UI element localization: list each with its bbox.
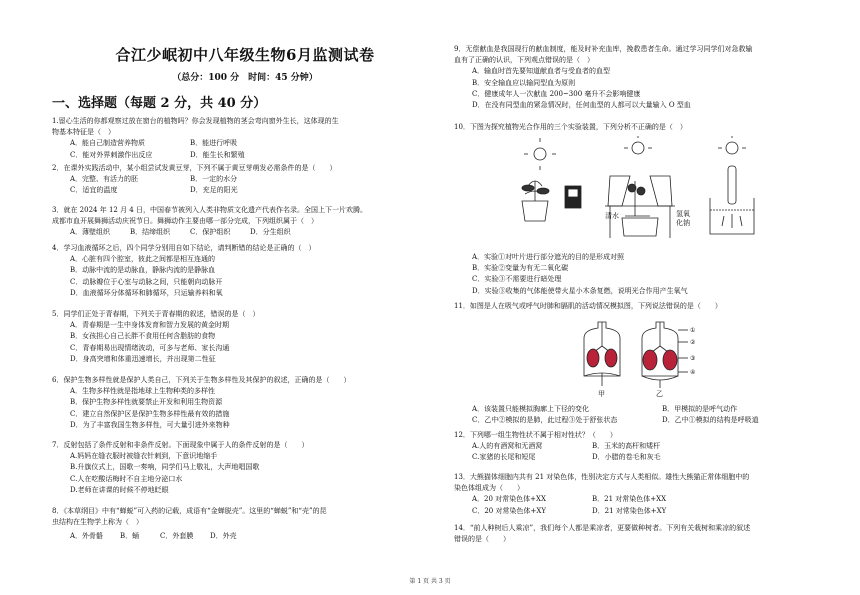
option: A．薄壁组织: [70, 228, 111, 237]
question-text: 14．“前人种树后人乘凉”，我们每个人都是乘凉者，更要做种树者。下列有关栽树和乘凉的叙述: [454, 524, 751, 532]
option: B．动脉中流的是动脉血，静脉内流的是静脉血: [70, 266, 216, 275]
question-text: 13．大熊猫体细胞内共有 21 对染色体，性别决定方式与人类相似。雄性大熊猫正常体细胞中的: [454, 473, 750, 481]
figure-label-naoh-1: 氢氧: [676, 210, 690, 218]
question-text: 6．保护生物多样性就是保护人类自己，下列关于生物多样性及其保护的叙述，正确的是（ ）: [52, 376, 351, 384]
option: B．蛹: [120, 532, 140, 541]
option: D．分生组织: [250, 228, 291, 237]
option: A．生物多样性就是指地球上生物种类的多样性: [70, 387, 216, 396]
label-4: ④: [690, 369, 696, 376]
option: A．外骨骼: [70, 532, 104, 541]
option: C．动脉瓣位于心室与动脉之间，只能朝向动脉开: [70, 277, 223, 286]
label-1: ①: [690, 327, 696, 334]
question-text: 7．反射包括了条件反射和非条件反射。下面现象中属于人的条件反射的是（ ）: [52, 441, 309, 449]
question-text: 12．下列哪一组生物性状不属于相对性状？（ ）: [454, 431, 617, 439]
option: C.人在吃酸话梅时不自主地分泌口水: [70, 474, 183, 483]
question-text: 血有了正确的认识，下列观点错误的是（ ）: [454, 56, 594, 65]
section-heading: 一、选择题（每题 2 分，共 40 分）: [52, 96, 267, 111]
option: A．心脏有四个腔室，彼此之间都是相互连通的: [70, 255, 216, 264]
option: B．甲模拟的是呼气动作: [662, 405, 738, 413]
option: B．保护生物多样性就要禁止开发和利用生物资源: [70, 398, 223, 407]
option: A．青春期是一生中身体发育和智力发展的黄金时期: [70, 321, 230, 330]
question-7: [52, 440, 428, 496]
figure-label-water: 清水: [605, 212, 619, 220]
option: C．青春期易出现情绪波动，可多与老师、家长沟通: [70, 343, 230, 352]
question-6: [52, 375, 428, 431]
option: A．实验①对叶片进行部分遮光的目的是形成对照: [472, 253, 625, 261]
option: D．外壳: [210, 532, 237, 541]
question-1: [52, 116, 428, 161]
question-13: [454, 472, 824, 517]
model-jar-left: [584, 322, 620, 386]
question-text: 1.留心生活的你都观察过放在窗台的植物吗？你会发现植物的茎会弯向窗外生长，这体现的生: [52, 117, 339, 125]
option: B．玉米的高杆和矮杆: [592, 442, 661, 451]
question-12: [454, 430, 824, 464]
question-text: 3．就在 2024 年 12 月 4 日，中国春节被列入人类非物质文化遗产代表作名录。全国上下一片欢腾。: [52, 206, 367, 214]
option: C．保护组织: [190, 228, 231, 237]
option: C．乙中②模拟的是肺，此过程③处于舒张状态: [472, 416, 618, 425]
label-yi: 乙: [656, 390, 663, 398]
question-text: 2．在课外实践活动中，某小组尝试发黄豆芽，下列不属于黄豆芽萌发必需条件的是（ ）: [52, 164, 337, 172]
option: B．一定的水分: [190, 175, 238, 184]
option: D.老师在讲课的时候不停地眨眼: [70, 485, 169, 494]
label-2: ②: [690, 339, 696, 346]
question-text: 5．同学们正处于青春期，下列关于青春期的叙述，错误的是（ ）: [52, 310, 260, 318]
question-text: 错误的是（ ）: [454, 535, 510, 544]
option: B．结缔组织: [130, 228, 171, 237]
label-jia: 甲: [598, 390, 605, 398]
option: B.升旗仪式上，国歌一奏响，同学们马上敬礼，大声地唱国歌: [70, 463, 260, 472]
page-title: 合江少岷初中八年级生物6月监测试卷: [115, 46, 375, 64]
option: D．在没有同型血的紧急情况时，任何血型的人都可以大量输入 O 型血: [472, 101, 691, 110]
question-11: [454, 301, 824, 312]
question-9: [454, 44, 824, 111]
option: A.人的有酒窝和无酒窝: [472, 442, 543, 451]
question-text: 染色体组成为（ ）: [454, 484, 524, 493]
option: D．身高突增和体重迅速增长，并出现第二性征: [70, 354, 216, 363]
option: B．安全输血应以输同型血为原则: [472, 78, 576, 87]
page-footer: 第 1 页 共 3 页: [409, 578, 451, 585]
option: A．完整、有活力的胚: [70, 175, 139, 184]
option: D．充足的阳光: [190, 186, 238, 195]
option: B．21 对常染色体+XX: [592, 495, 667, 504]
question-5: [52, 309, 428, 365]
question-text: 4．学习血液循环之后，四个同学分别用自如下结论，请判断错的结论是正确的（ ）: [52, 244, 316, 252]
option: A．20 对常染色体+XX: [472, 495, 547, 504]
label-3: ③: [690, 355, 696, 362]
question-10: [454, 122, 824, 133]
option: B．能进行呼吸: [190, 139, 238, 148]
option: C．外套膜: [160, 532, 194, 541]
option: B．女孩担心自己长胖不食用任何含脂肪的食物: [70, 332, 216, 341]
option: D．血液循环分体循环和肺循环，只运输养料和氧: [70, 288, 223, 297]
question-text: 虫结构在生物学上称为（ ）: [52, 518, 143, 527]
option: A.妈妈在缝衣服时被缝衣针刺到，下意识地缩手: [70, 452, 218, 461]
option: A．能自己制造营养物质: [70, 139, 146, 148]
option: D．乙中①模拟的结构是呼吸道: [662, 416, 759, 425]
experiment-1-plant: [522, 138, 581, 221]
question-text: 成都市血开展舞狮活动庆祝节日。舞狮动作主要由哪一部分完成，下列组织属于（ ）: [52, 217, 318, 226]
figure-label-naoh-2: 化钠: [676, 219, 690, 227]
photosynthesis-experiment-figure: [510, 136, 770, 246]
question-text: 11．如图是人在吸气或呼气时肺和膈肌的活动情况模拟图，下列说法错误的是（ ）: [454, 302, 722, 310]
option: D．21 对常染色体+XY: [592, 506, 667, 515]
question-text: 9．无偿献血是我国现行的献血制度，能及时补充血库，挽救患者生命。通过学习同学们对急救输: [454, 45, 753, 53]
option: D．能生长和繁殖: [190, 150, 245, 159]
breathing-model-figure: [570, 316, 710, 400]
option: C．建立自然保护区是保护生物多样性最有效的措施: [70, 409, 230, 418]
option: B．实验②变量为有无二氧化碳: [472, 264, 569, 273]
exam-subtitle: （总分：100 分 时间：45 分钟）: [172, 73, 318, 83]
question-11-options: [454, 404, 824, 426]
question-14: [454, 523, 824, 545]
option: A．该装置只能模拟胸廓上下径的变化: [472, 405, 590, 413]
option: C．实验③不需要进行暗处理: [472, 275, 562, 284]
question-4: [52, 243, 428, 299]
question-text: 物基本特征是（ ）: [52, 128, 115, 137]
experiment-2-bell-jars: [605, 136, 675, 238]
option: C.家猪的长尾和短尾: [472, 453, 536, 462]
question-text: 8．《本草纲目》中有“蝉蜕”可入药的记载，成语有“金蝉脱壳”。这里的“蝉蜕”和“壳”的昆: [52, 507, 327, 515]
question-2: [52, 163, 428, 197]
question-text: 10．下图为探究植物光合作用的三个实验装置，下列分析不正确的是（ ）: [454, 123, 687, 131]
option: C．适宜的温度: [70, 186, 118, 195]
option: D．实验③收集的气体能使带火星小木条复燃，说明光合作用产生氧气: [472, 286, 688, 295]
question-10-options: [454, 252, 824, 297]
option: D．小腊的卷毛和灰毛: [592, 453, 661, 462]
option: C．20 对常染色体+XY: [472, 506, 546, 515]
option: A．输血时首先要知道献血者与受血者的血型: [472, 67, 611, 76]
question-8: [52, 506, 428, 543]
option: C．能对外界刺激作出反应: [70, 150, 153, 159]
option: C．健康成年人一次献血 200~300 毫升不会影响健康: [472, 89, 641, 98]
experiment-3-beaker: [710, 136, 754, 234]
question-3: [52, 205, 428, 239]
option: D．为了丰富我国生物多样性，可大量引进外来物种: [70, 420, 230, 429]
model-jar-right: [642, 322, 688, 388]
